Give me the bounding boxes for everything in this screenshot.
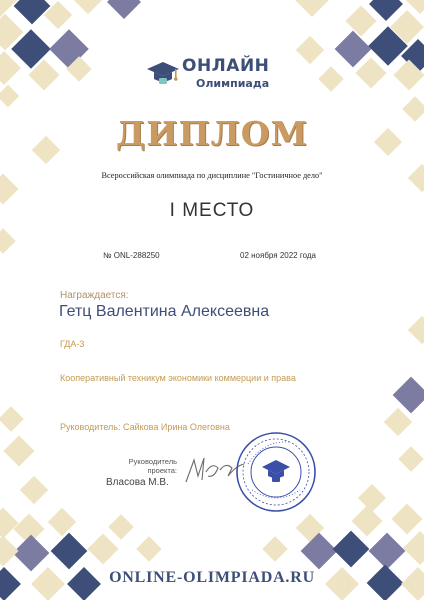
award-label: Награждается:: [60, 290, 129, 301]
website-footer: ONLINE-OLIMPIADA.RU: [109, 569, 315, 586]
project-head-name: Власова М.В.: [106, 477, 169, 488]
recipient-name: Гетц Валентина Алексеевна: [59, 303, 270, 320]
project-head-label-line1: Руководитель: [128, 457, 177, 466]
award-place: I МЕСТО: [169, 200, 255, 221]
group-name: ГДА-3: [60, 339, 85, 349]
project-head-label-line2: проекта:: [147, 466, 177, 475]
graduation-cap-icon: [146, 60, 180, 86]
supervisor-name: Руководитель: Сайкова Ирина Олеговна: [60, 422, 230, 432]
official-stamp: [234, 430, 318, 514]
logo-word-olympiad: Олимпиада: [196, 77, 270, 90]
olympiad-logo: [146, 56, 286, 116]
olympiad-discipline: Всероссийская олимпиада по дисциплине "Гостиничное дело": [101, 171, 323, 180]
institution-name: Кооперативный техникум экономики коммерции и права: [60, 373, 296, 383]
diploma-date: 02 ноября 2022 года: [240, 251, 316, 260]
diploma-number: № ONL-288250: [103, 251, 160, 260]
diploma-title: ДИПЛОМ: [115, 114, 309, 153]
logo-word-online: ОНЛАЙН: [182, 56, 270, 76]
